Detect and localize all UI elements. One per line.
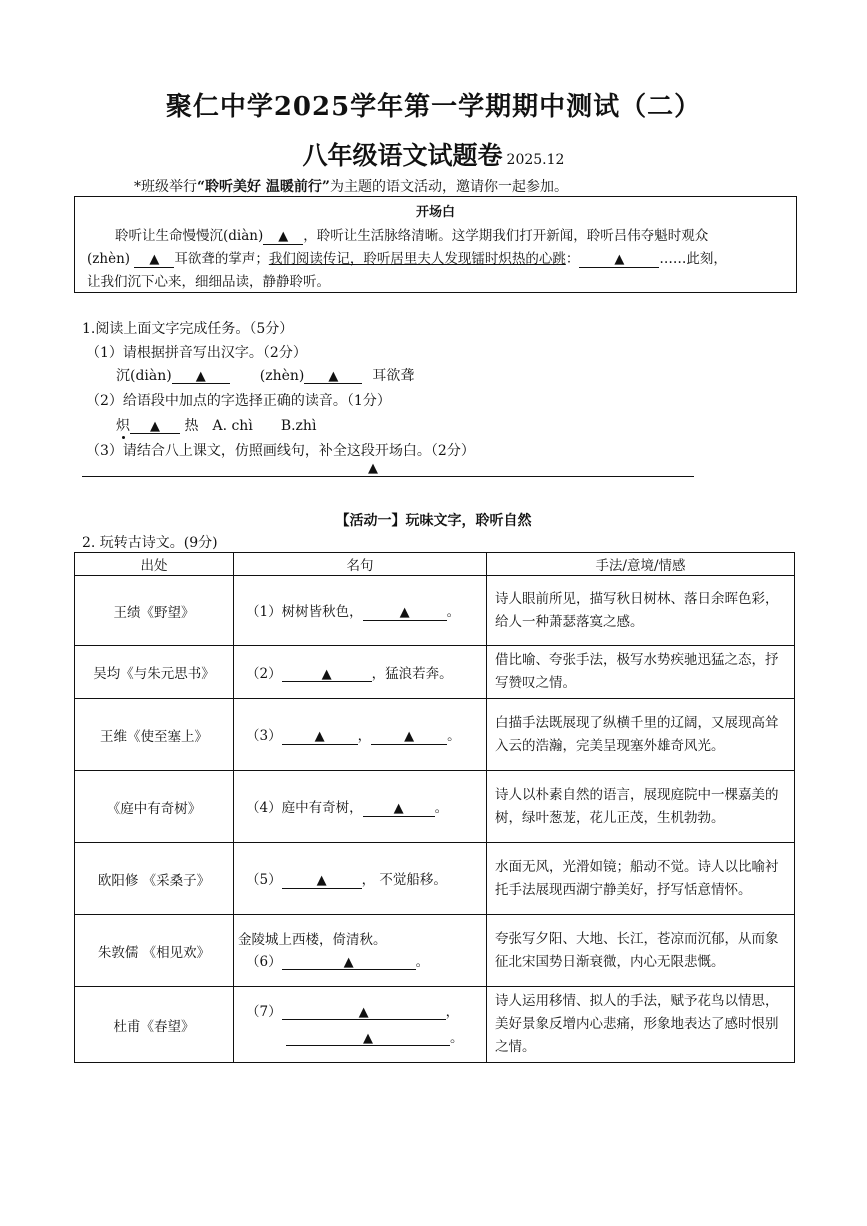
answer-blank[interactable]	[282, 956, 416, 971]
answer-blank[interactable]	[579, 253, 659, 268]
answer-blank[interactable]	[304, 369, 362, 384]
opening-text: ，聆听让生活脉络清晰。这学期我们打开新闻，聆听吕伟夺魁时观众	[303, 228, 709, 244]
opening-text: (zhèn)	[87, 251, 131, 267]
column-header: 手法/意境/情感	[487, 553, 795, 576]
opening-text: ：	[565, 251, 580, 267]
triangle-mark: ▲	[314, 729, 325, 745]
line-text: （7）	[246, 1003, 282, 1020]
triangle-mark: ▲	[393, 801, 404, 817]
intro-suffix: 为主题的语文活动，邀请你一起参加。	[329, 179, 568, 195]
triangle-mark: ▲	[149, 252, 160, 267]
triangle-mark: ▲	[278, 229, 289, 244]
line-text: ，	[445, 1003, 460, 1020]
poem-line	[234, 699, 487, 771]
line-text: （3）	[246, 728, 282, 745]
intro-prefix: *班级举行	[134, 179, 197, 195]
line-text: 。	[446, 604, 461, 621]
poem-line	[234, 915, 487, 987]
column-header: 名句	[234, 553, 487, 576]
line-given-text: 金陵城上西楼，倚清秋。	[238, 931, 387, 948]
answer-blank[interactable]	[130, 419, 180, 434]
opening-line-3: 让我们沉下心来，细细品读，静静聆听。	[87, 274, 330, 290]
triangle-mark: ▲	[368, 461, 378, 476]
column-header: 出处	[75, 553, 234, 576]
poem-source: 《庭中有奇树》	[75, 771, 234, 843]
table-row	[75, 915, 795, 987]
question-1-title: 1.阅读上面文字完成任务。（5分）	[82, 321, 294, 337]
question-2-title: 2. 玩转古诗文。(9分)	[82, 535, 218, 551]
intro-theme: “聆听美好 温暖前行”	[197, 179, 330, 195]
line-text: （4）庭中有奇树，	[246, 800, 363, 817]
triangle-mark: ▲	[321, 666, 332, 682]
pinyin-prompt: 沉(diàn)	[116, 368, 172, 384]
triangle-mark: ▲	[399, 605, 410, 621]
activity-intro	[134, 176, 568, 196]
answer-blank[interactable]	[363, 802, 435, 817]
triangle-mark: ▲	[150, 419, 160, 434]
poem-line	[234, 646, 487, 699]
answer-blank[interactable]	[286, 1032, 450, 1047]
character-text: 热	[184, 418, 199, 434]
answer-blank[interactable]	[172, 369, 230, 384]
poem-source: 朱敦儒 《相见欢》	[75, 915, 234, 987]
table-row	[75, 987, 795, 1063]
opening-line-1	[115, 224, 708, 245]
triangle-mark: ▲	[358, 1004, 369, 1020]
pinyin-prompt: 耳欲聋	[372, 368, 415, 384]
triangle-mark: ▲	[614, 252, 625, 267]
line-text: 。	[447, 728, 461, 745]
poem-description: 诗人眼前所见，描写秋日树林、落日余晖色彩，给人一种萧瑟落寞之感。	[487, 576, 795, 646]
exam-subtitle	[0, 136, 867, 172]
table-row	[75, 646, 795, 699]
question-1-1-answers	[116, 365, 414, 385]
poem-source: 王维《使至塞上》	[75, 699, 234, 771]
line-text: （5）	[246, 872, 282, 889]
line-text: ，	[357, 728, 372, 745]
answer-blank[interactable]	[363, 606, 447, 621]
subtitle-text: 八年级语文试题卷	[302, 141, 503, 170]
table-row	[75, 771, 795, 843]
table-header-row	[75, 553, 795, 576]
question-1-1: （1）请根据拼音写出汉字。（2分）	[86, 345, 307, 361]
line-text: （6）	[246, 953, 282, 970]
line-text: 。	[450, 1029, 464, 1046]
poem-line	[234, 771, 487, 843]
triangle-mark: ▲	[328, 369, 339, 384]
poem-source: 欧阳修 《采桑子》	[75, 843, 234, 915]
table-row	[75, 699, 795, 771]
answer-blank[interactable]	[282, 730, 358, 745]
option-a[interactable]: A. chì	[212, 418, 253, 434]
question-1-2-answers	[116, 415, 316, 435]
triangle-mark: ▲	[343, 954, 354, 970]
exam-date: 2025.12	[506, 152, 565, 168]
answer-line[interactable]	[82, 476, 694, 477]
dotted-character: 炽	[116, 418, 130, 434]
option-b[interactable]: B.zhì	[280, 418, 317, 434]
line-text: （1）树树皆秋色，	[246, 604, 363, 621]
line-text: ， 不觉船移。	[361, 872, 447, 889]
triangle-mark: ▲	[363, 1030, 373, 1046]
activity-1-title: 【活动一】玩味文字，聆听自然	[335, 513, 532, 529]
poem-source: 杜甫《春望》	[75, 987, 234, 1063]
triangle-mark: ▲	[404, 729, 415, 745]
poem-line	[234, 843, 487, 915]
answer-blank[interactable]	[263, 230, 303, 245]
opening-text: ……此刻，	[659, 251, 727, 267]
poem-source: 王绩《野望》	[75, 576, 234, 646]
poem-description: 白描手法既展现了纵横千里的辽阔，又展现高耸入云的浩瀚，完美呈现塞外雄奇风光。	[487, 699, 795, 771]
opening-text: 耳欲聋的掌声；	[174, 251, 269, 267]
answer-blank[interactable]	[282, 668, 372, 683]
opening-text: 聆听让生命慢慢沉(diàn)	[115, 228, 264, 244]
table-row	[75, 576, 795, 646]
line-text: （2）	[246, 665, 282, 682]
poem-line	[234, 576, 487, 646]
opening-line-2	[87, 247, 727, 268]
exam-title: 聚仁中学2025学年第一学期期中测试（二）	[165, 92, 702, 122]
poem-description: 借比喻、夸张手法，极写水势疾驰迅猛之态，抒写赞叹之情。	[487, 646, 795, 699]
question-1-3: （3）请结合八上课文，仿照画线句，补全这段开场白。（2分）	[86, 443, 475, 459]
line-text: 。	[434, 800, 449, 817]
answer-blank[interactable]	[282, 1006, 446, 1021]
answer-blank[interactable]	[282, 874, 362, 889]
poem-description: 诗人以朴素自然的语言，展现庭院中一棵嘉美的树，绿叶葱茏，花儿正茂，生机勃勃。	[487, 771, 795, 843]
answer-blank[interactable]	[371, 730, 447, 745]
opening-title: 开场白	[415, 205, 455, 220]
table-row	[75, 843, 795, 915]
line-text: 。	[415, 953, 430, 970]
question-1-2: （2）给语段中加点的字选择正确的读音。（1分）	[86, 393, 391, 409]
pinyin-prompt: (zhèn)	[259, 368, 305, 384]
answer-blank[interactable]	[134, 253, 174, 268]
poem-description: 夸张写夕阳、大地、长江，苍凉而沉郁，从而象征北宋国势日渐衰微，内心无限悲慨。	[487, 915, 795, 987]
poem-description: 诗人运用移情、拟人的手法，赋予花鸟以情思，美好景象反增内心悲痛，形象地表达了感时恨别之情。	[487, 987, 795, 1063]
line-text: ，猛浪若奔。	[371, 665, 453, 682]
poem-source: 吴均《与朱元思书》	[75, 646, 234, 699]
poem-line	[234, 987, 487, 1063]
opening-remarks-box	[74, 196, 797, 293]
triangle-mark: ▲	[316, 873, 327, 889]
poem-description: 水面无风，光滑如镜；船动不觉。诗人以比喻衬托手法展现西湖宁静美好，抒写恬意情怀。	[487, 843, 795, 915]
triangle-mark: ▲	[195, 369, 206, 384]
underlined-sentence: 我们阅读传记，聆听居里夫人发现镭时炽热的心跳	[268, 251, 566, 267]
poetry-table	[74, 552, 795, 1063]
